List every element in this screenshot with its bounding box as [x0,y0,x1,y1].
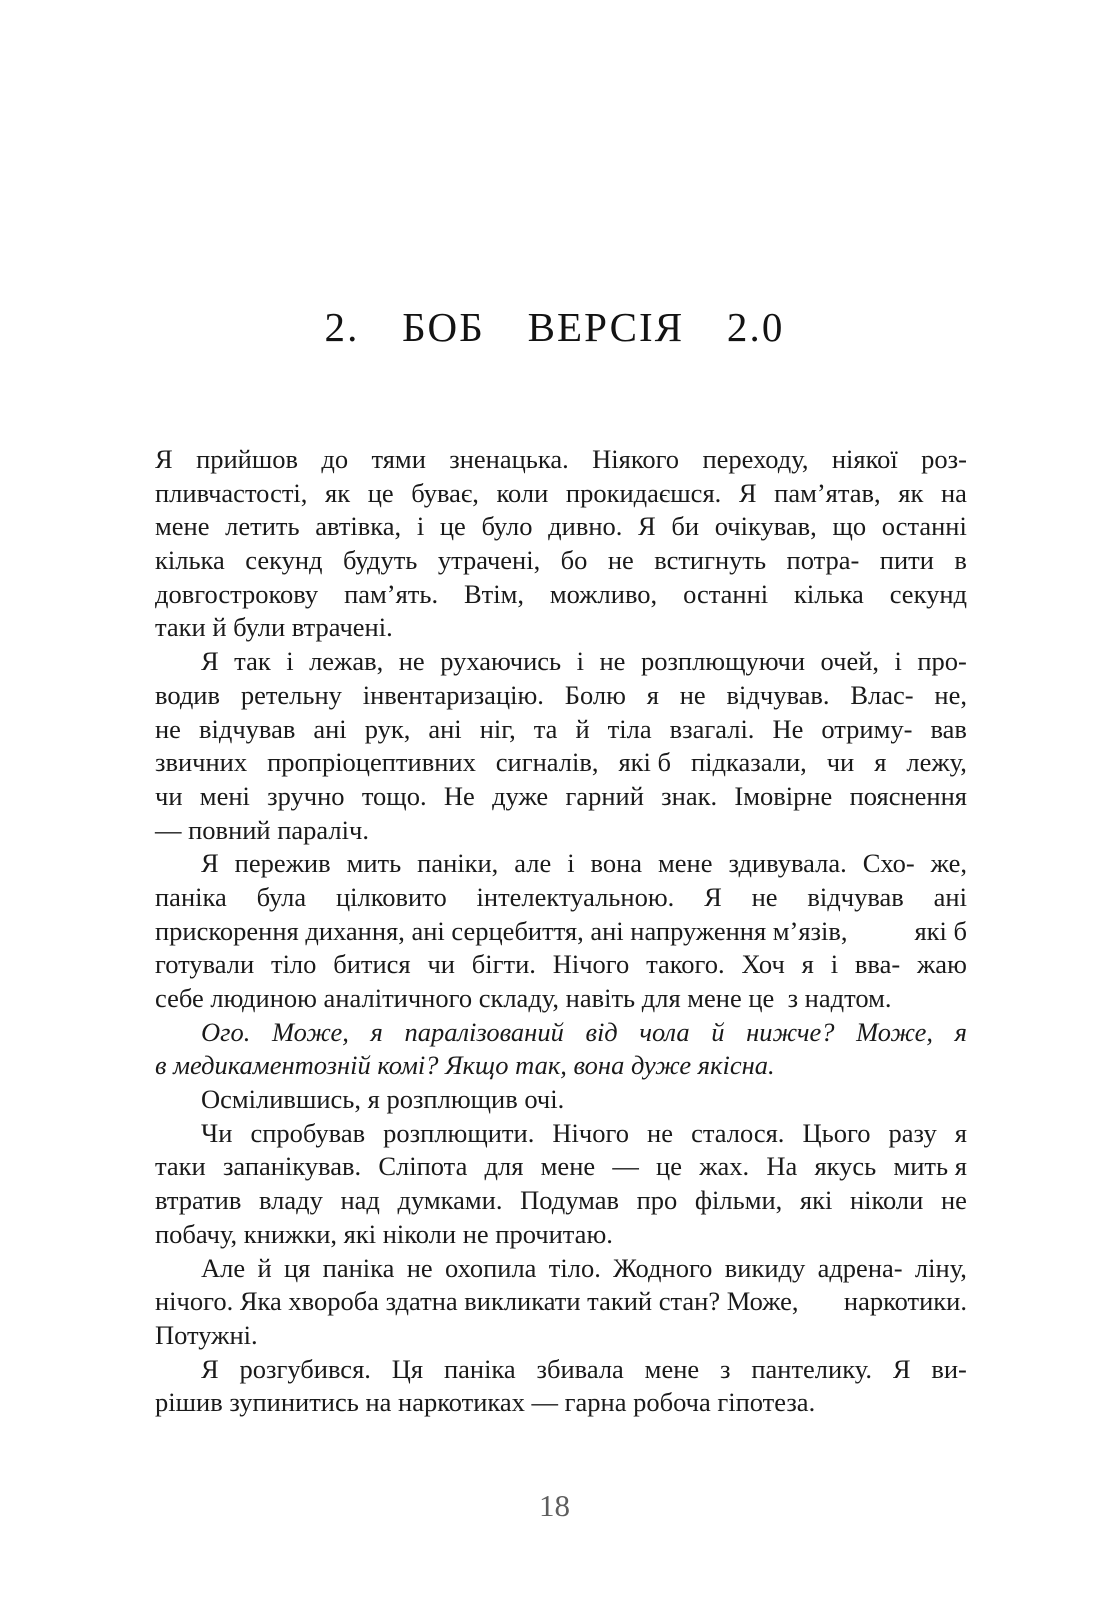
paragraph [155,1252,967,1353]
text-line [155,1016,967,1050]
word: Ніякого [592,444,680,474]
word: нижче? [746,1016,835,1047]
word: ніг, [479,713,516,744]
word: тощо. [361,780,427,811]
word: прокидаєшся. [565,477,722,508]
text-line [155,544,967,578]
word: Я [201,848,219,879]
word: мить [346,848,402,879]
word: можливо, [549,578,658,609]
word: пережив [234,848,331,879]
text-line [155,915,967,949]
word: інвентаризацію. [362,679,544,710]
word: відчував. [726,679,830,710]
word: зненацька. [449,444,569,474]
word: Я [704,881,722,912]
word: тями [371,444,426,474]
word: не [607,545,634,576]
paragraph [155,645,967,847]
word: переходу, [702,444,809,474]
word: чола [639,1016,690,1047]
word: не [647,1117,673,1148]
word: Імовірне [734,780,833,811]
word: дивно. [548,511,623,542]
word: зручно [267,780,345,811]
word: ніякої [831,444,898,474]
word: прийшов [196,444,299,474]
text-line [155,746,967,780]
text-line: Потужні. [155,1319,258,1350]
word: цілковито [335,881,447,912]
paragraph [155,1083,967,1117]
word: і [416,511,425,542]
word: ніколи [849,1185,924,1216]
word: паніки, [417,848,499,879]
word: битися [333,949,411,980]
text-line: Осмілившись, я розплющив очі. [201,1084,565,1115]
word: які б [618,747,672,778]
text-line [155,1150,967,1184]
word: мені [199,780,250,811]
word: вона [590,848,643,879]
word: була [256,881,307,912]
paragraph [155,1353,967,1420]
word: на [940,477,967,508]
word: водив [155,679,220,710]
word: пам’ять. [344,578,439,609]
word: адрена- [817,1252,903,1283]
word: ця [283,1252,311,1283]
word: же, [930,848,967,879]
word: паніка [322,1252,395,1283]
word: я [370,1016,383,1047]
word: розгубився. [239,1353,371,1384]
word: Ого. [201,1016,251,1047]
word: встигнуть [654,545,767,576]
word: про- [917,646,967,677]
word: бігти. [471,949,536,980]
word: Я [201,646,219,677]
word: відчував [198,713,296,744]
word: розплющити. [383,1117,535,1148]
text-line [155,1184,967,1218]
word: ретельну [240,679,342,710]
word: Влас- [850,679,914,710]
word: я [646,679,659,710]
word: які б [914,915,967,946]
word: знак. [661,780,718,811]
word: Цього [802,1117,871,1148]
word: і [567,848,575,879]
word: жаю [917,949,967,980]
word: мене [644,1353,700,1384]
word: такого. [646,949,725,980]
word: це [367,477,394,508]
word: чи [826,747,855,778]
word: Не [443,780,475,811]
word: тіло. [548,1252,601,1283]
word: мене [155,511,210,542]
word: би [671,511,700,542]
word: пам’ятав, [774,477,881,508]
word: сталося. [691,1117,785,1148]
word: розплющуючи [640,646,806,677]
word: охопила [445,1252,537,1283]
word: пропріоцептивних [267,747,476,778]
word: збивала [536,1353,624,1384]
word: пантелику. [751,1353,872,1384]
word: вва- [854,949,901,980]
word: я [954,1117,967,1148]
word: звичних [155,747,248,778]
word: викиду [724,1252,806,1283]
word: Нічого [552,1117,629,1148]
word: секунд [889,578,967,609]
word: Але [201,1252,246,1283]
word: Чи [201,1117,233,1148]
word: сигналів, [495,747,599,778]
word: владу [258,1185,323,1216]
word: На [766,1151,798,1182]
word: роз- [921,444,967,474]
word: і [576,646,585,677]
text-line: — повний параліч. [155,814,369,845]
text-line: побачу, книжки, які ніколи не прочитаю. [155,1218,613,1249]
word: паралізований [404,1016,564,1047]
word: й [575,713,590,744]
word: і [830,949,839,980]
word: я [954,1016,967,1047]
word: в [954,545,967,576]
paragraph [155,443,967,645]
word: не [155,713,181,744]
word: і [286,646,294,677]
word: відчував [807,881,904,912]
word: що [832,511,867,542]
word: буває, [411,477,479,508]
word: якусь [814,1151,877,1182]
word: утрачені, [437,545,541,576]
word: гарний [565,780,644,811]
word: Хоч [741,949,785,980]
word: кілька [155,545,225,576]
paragraph [155,1016,967,1083]
word: паніка [443,1353,516,1384]
word: останні [683,578,769,609]
text-line [155,713,967,747]
word: Болю [564,679,626,710]
word: чи [155,780,183,811]
word: та [533,713,558,744]
word: Може, [271,1016,349,1047]
word: але [514,848,552,879]
word: Ця [391,1353,424,1384]
word: і [894,646,902,677]
word: — [612,1151,639,1182]
word: лежу, [906,747,967,778]
word: взагалі. [669,713,755,744]
word: автівка, [315,511,402,542]
word: чи [427,949,455,980]
word: ви- [931,1353,967,1384]
word: з [720,1353,731,1384]
word: пливчастості, [155,477,308,508]
word: мене [658,848,713,879]
text-line [155,679,967,713]
word: очікував, [714,511,817,542]
word: мене [540,1151,596,1182]
word: не [599,646,626,677]
word: тіла [607,713,652,744]
word: які [799,1185,833,1216]
word: мить я [893,1151,967,1182]
word: наркотики. [843,1286,967,1317]
word: для [484,1151,524,1182]
word: Нічого [552,949,630,980]
word: Я [201,1353,219,1384]
word: ані [933,881,967,912]
word: спробував [250,1117,366,1148]
page-number: 18 [539,1488,570,1523]
word: інтелектуальною. [476,881,675,912]
word: отриму- [821,713,913,744]
text-line [155,1252,967,1286]
text-line [155,645,967,679]
word: пити [879,545,934,576]
word: готували [155,949,255,980]
word: це [656,1151,682,1182]
word: не [406,1252,433,1283]
word: до [321,444,349,474]
word: жах. [699,1151,750,1182]
text-line: себе людиною аналітичного складу, навіть для мене це з надтом. [155,983,892,1013]
word: ліну, [914,1252,967,1283]
word: останні [881,511,967,542]
word: й [711,1016,725,1047]
word: Я [738,477,757,508]
word: не [679,679,706,710]
text-line [155,780,967,814]
text-line [155,881,967,915]
word: Втім, [463,578,524,609]
word: секунд [245,545,323,576]
word: я [801,949,814,980]
word: від [585,1016,618,1047]
word: прискорення дихання, ані серцебиття, ані напруження м’язів, [155,915,848,946]
text-line [155,578,967,612]
word: разу [888,1117,937,1148]
word: вав [930,713,967,744]
word: потра- [786,545,860,576]
word: нічого. Яка хвороба здатна викликати такий стан? Може, [155,1286,799,1317]
text-line [155,1353,967,1387]
word: не [940,1185,967,1216]
word: паніка [155,881,227,912]
word: Подумав [520,1185,619,1216]
word: не [398,646,425,677]
word: рук, [364,713,411,744]
paragraph [155,847,967,1015]
word: ані [428,713,462,744]
word: пояснення [849,780,967,811]
word: дуже [492,780,549,811]
word: тіло [270,949,317,980]
word: лежав, [309,646,384,677]
word: як [898,477,924,508]
word: Схо- [862,848,915,879]
word: над [340,1185,380,1216]
word: як [325,477,351,508]
word: Я [892,1353,911,1384]
text-line [155,1285,967,1319]
word: здивувала. [728,848,847,879]
text-line [155,1117,967,1151]
word: довгострокову [155,578,319,609]
word: втратив [155,1185,242,1216]
word: таки [155,1151,206,1182]
word: кілька [794,578,864,609]
text-line [155,443,967,477]
text-line [155,948,967,982]
word: так [234,646,271,677]
text-line [155,847,967,881]
word: запанікував. [222,1151,362,1182]
paragraph [155,1117,967,1252]
word: фільми, [694,1185,783,1216]
word: це [439,511,466,542]
word: не, [934,679,967,710]
word: Не [772,713,804,744]
word: рухаючись [440,646,562,677]
chapter-title: 2. БОБ ВЕРСІЯ 2.0 [324,304,785,351]
text-line: рішив зупинитись на наркотиках — гарна робоча гіпотеза. [155,1387,816,1418]
word: Сліпота [378,1151,468,1182]
word: Жодного [613,1252,713,1283]
word: очей, [820,646,880,677]
text-line [155,477,967,511]
word: коли [496,477,549,508]
word: бо [560,545,588,576]
word: про [636,1185,678,1216]
word: думками. [397,1185,503,1216]
word: підказали, [691,747,807,778]
body-text-block [155,443,967,1420]
word: Я [638,511,656,542]
text-line [155,510,967,544]
word: Може, [856,1016,934,1047]
word: ані [313,713,347,744]
word: летить [225,511,300,542]
word: будуть [342,545,418,576]
word: не [751,881,778,912]
text-line: таки й були втрачені. [155,612,393,643]
word: я [874,747,887,778]
word: й [257,1252,272,1283]
text-line: в медикаментозній комі? Якщо так, вона дуже якісна. [155,1050,775,1081]
word: Я [155,444,173,474]
word: було [481,511,533,542]
